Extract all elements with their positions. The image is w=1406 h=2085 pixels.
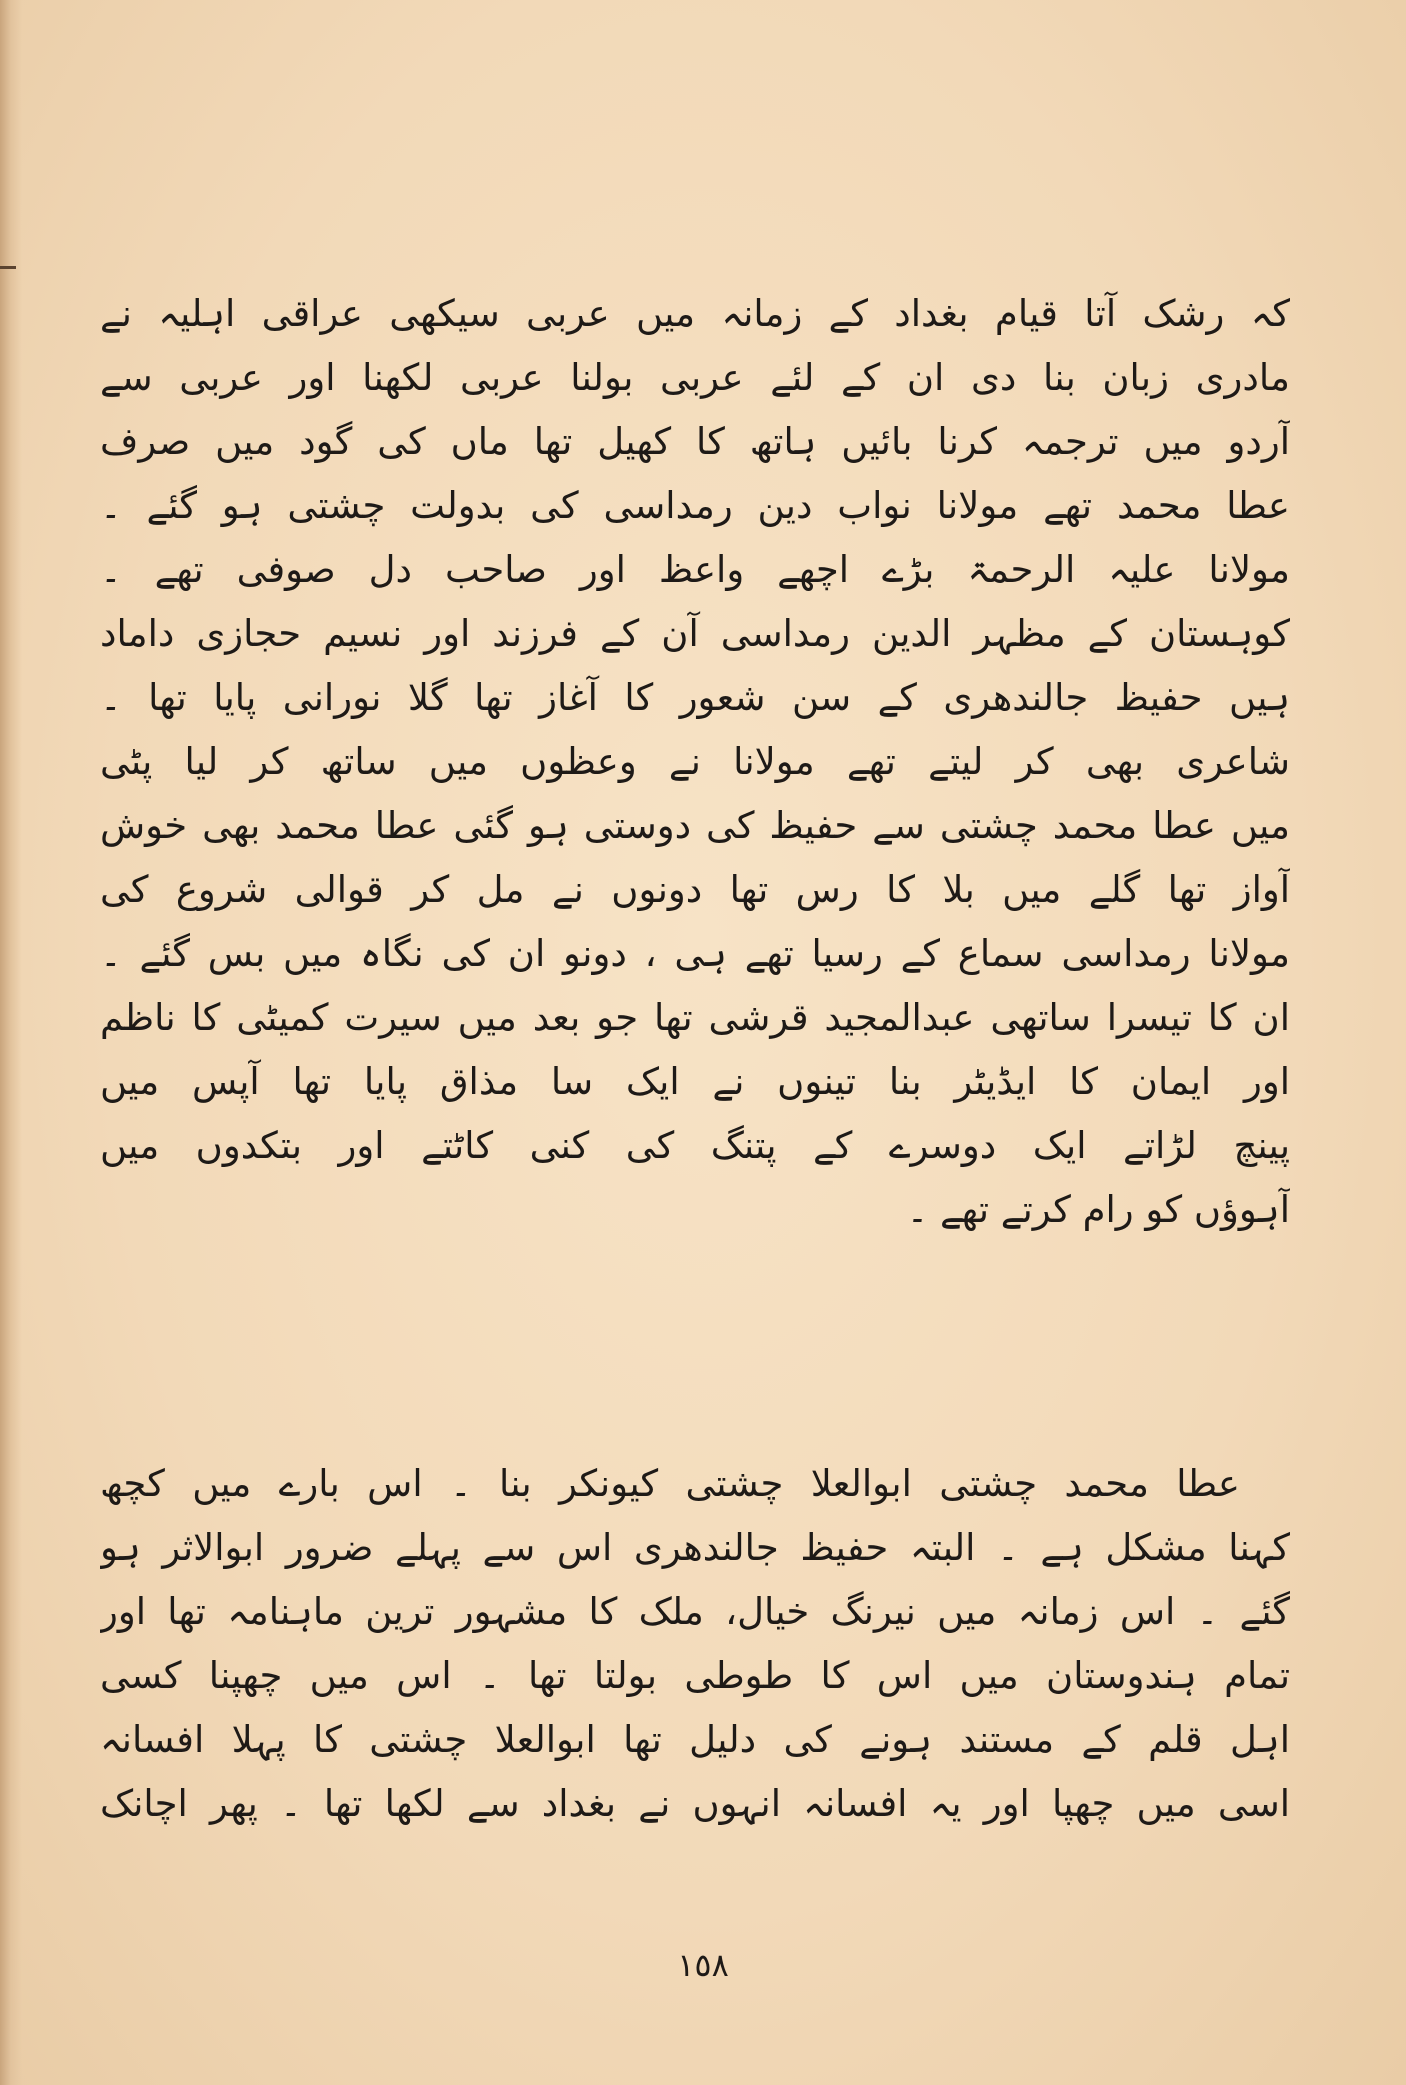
text-line: آہوؤں کو رام کرتے تھے ۔ [906, 1188, 1290, 1231]
text-line: میں عطا محمد چشتی سے حفیظ کی دوستی ہو گئی عطا محمد بھی خوش [100, 804, 1290, 847]
text-line: آردو میں ترجمہ کرنا بائیں ہاتھ کا کھیل تھا ماں کی گود میں صرف [100, 420, 1290, 463]
paragraph-2 [100, 1452, 1290, 1836]
text-line: اور ایمان کا ایڈیٹر بنا تینوں نے ایک سا مذاق پایا تھا آپس میں [100, 1060, 1290, 1103]
paragraph-1 [100, 282, 1290, 1242]
text-line: عطا محمد چشتی ابوالعلا چشتی کیونکر بنا ۔ اس بارے میں کچھ [100, 1462, 1240, 1505]
text-line: آواز تھا گلے میں بلا کا رس تھا دونوں نے مل کر قوالی شروع کی [100, 868, 1290, 911]
text-line: مولانا رمداسی سماع کے رسیا تھے ہی ، دونو ان کی نگاہ میں بس گئے ۔ [100, 932, 1290, 975]
text-line: کوہستان کے مظہر الدین رمداسی آن کے فرزند اور نسیم حجازی داماد [100, 612, 1290, 655]
text-line: اہل قلم کے مستند ہونے کی دلیل تھا ابوالعلا چشتی کا پہلا افسانہ [100, 1718, 1290, 1761]
text-line: عطا محمد تھے مولانا نواب دین رمداسی کی بدولت چشتی ہو گئے ۔ [100, 484, 1290, 527]
text-line: کہنا مشکل ہے ۔ البتہ حفیظ جالندھری اس سے پہلے ضرور ابوالاثر ہو [100, 1526, 1290, 1569]
text-line: مولانا علیہ الرحمۃ بڑے اچھے واعظ اور صاحب دل صوفی تھے ۔ [100, 548, 1290, 591]
text-line: کہ رشک آتا قیام بغداد کے زمانہ میں عربی سیکھی عراقی اہلیہ نے [100, 292, 1290, 335]
page-binding-edge [0, 0, 22, 2085]
text-line: گئے ۔ اس زمانہ میں نیرنگ خیال، ملک کا مشہور ترین ماہنامہ تھا اور [100, 1590, 1290, 1633]
text-line: مادری زبان بنا دی ان کے لئے عربی بولنا عربی لکھنا اور عربی سے [100, 356, 1290, 399]
text-line: پینچ لڑاتے ایک دوسرے کے پتنگ کی کنی کاٹتے اور بتکدوں میں [100, 1124, 1290, 1167]
text-line: ہیں حفیظ جالندھری کے سن شعور کا آغاز تھا گلا نورانی پایا تھا ۔ [100, 676, 1290, 719]
text-line: اسی میں چھپا اور یہ افسانہ انہوں نے بغداد سے لکھا تھا ۔ پھر اچانک [100, 1782, 1290, 1825]
text-line: شاعری بھی کر لیتے تھے مولانا نے وعظوں میں ساتھ کر لیا پٹی [100, 740, 1290, 783]
text-line: تمام ہندوستان میں اس کا طوطی بولتا تھا ۔ اس میں چھپنا کسی [100, 1654, 1290, 1697]
page-edge-mark [0, 266, 16, 269]
page-number: ١٥٨ [677, 1946, 729, 1984]
text-line: ان کا تیسرا ساتھی عبدالمجید قرشی تھا جو بعد میں سیرت کمیٹی کا ناظم [100, 996, 1290, 1039]
